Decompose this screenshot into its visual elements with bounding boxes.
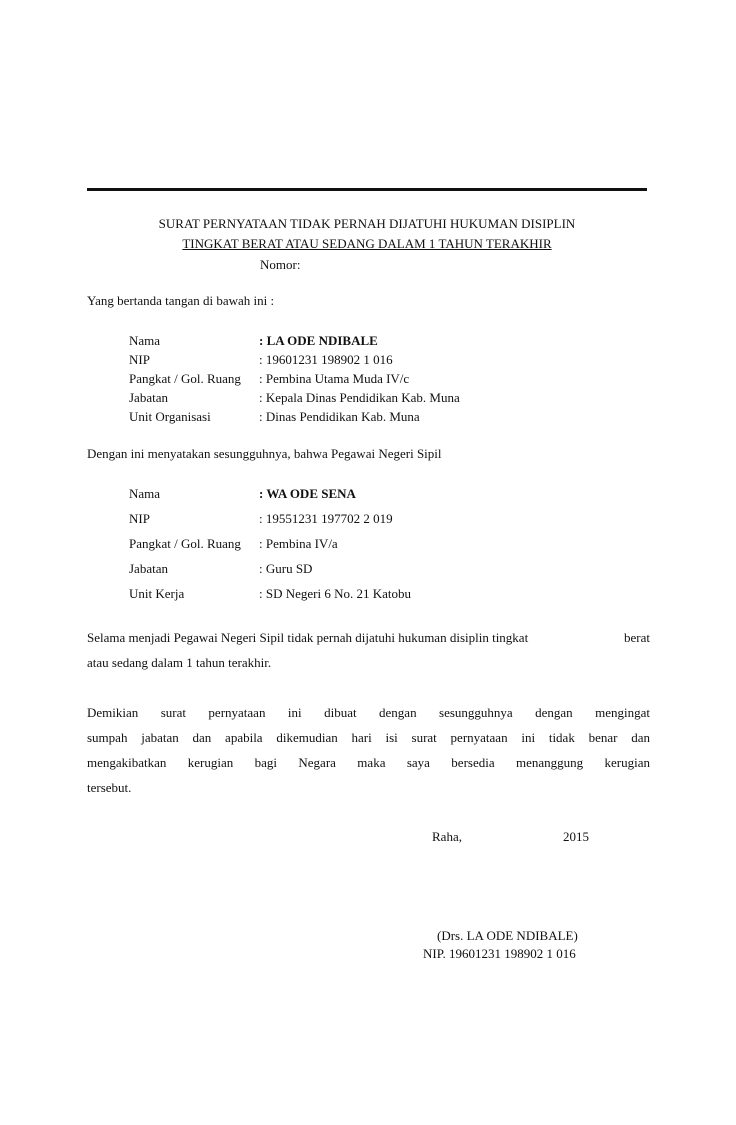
signer-nip-value: : 19601231 198902 1 016	[259, 352, 393, 367]
signature-place: Raha,	[432, 829, 462, 844]
signer-name-label: Nama	[129, 333, 161, 348]
signature-nip: NIP. 19601231 198902 1 016	[423, 946, 576, 961]
signer-nip-label: NIP	[129, 352, 150, 367]
employee-name-label: Nama	[129, 486, 161, 501]
signature-name: (Drs. LA ODE NDIBALE)	[437, 928, 578, 943]
signature-year: 2015	[563, 829, 589, 844]
document-title-line2	[87, 236, 647, 252]
paragraph2-line3: mengakibatkan kerugian bagi Negara maka saya bersedia menanggung kerugian	[87, 755, 650, 770]
paragraph1-line1: Selama menjadi Pegawai Negeri Sipil tidak pernah dijatuhi hukuman disiplin tingkat	[87, 630, 529, 645]
signer-position-value: : Kepala Dinas Pendidikan Kab. Muna	[259, 390, 460, 405]
signer-position-label: Jabatan	[129, 390, 168, 405]
paragraph2-line2: sumpah jabatan dan apabila dikemudian hari isi surat pernyataan ini tidak benar dan	[87, 730, 650, 745]
signer-rank-label: Pangkat / Gol. Ruang	[129, 371, 241, 386]
employee-rank-value: : Pembina IV/a	[259, 536, 338, 551]
document-number: Nomor:	[260, 257, 301, 272]
paragraph2-line1: Demikian surat pernyataan ini dibuat dengan sesungguhnya dengan mengingat	[87, 705, 650, 720]
signer-unit-label: Unit Organisasi	[129, 409, 211, 424]
paragraph2-line4: tersebut.	[87, 780, 132, 795]
employee-position-label: Jabatan	[129, 561, 168, 576]
signer-name-value: : LA ODE NDIBALE	[259, 333, 378, 348]
document-title-line2-text: TINGKAT BERAT ATAU SEDANG DALAM 1 TAHUN TERAKHIR	[182, 236, 552, 251]
employee-unit-value: : SD Negeri 6 No. 21 Katobu	[259, 586, 412, 601]
header-rule	[87, 188, 647, 191]
document-title-line1: SURAT PERNYATAAN TIDAK PERNAH DIJATUHI HUKUMAN DISIPLIN	[158, 216, 576, 231]
signer-rank-value: : Pembina Utama Muda IV/c	[259, 371, 410, 386]
employee-nip-value: : 19551231 197702 2 019	[259, 511, 393, 526]
paragraph1-line2: atau sedang dalam 1 tahun terakhir.	[87, 655, 272, 670]
employee-unit-label: Unit Kerja	[129, 586, 185, 601]
signer-unit-value: : Dinas Pendidikan Kab. Muna	[259, 409, 420, 424]
paragraph1-line1-end: berat	[624, 630, 650, 645]
employee-position-value: : Guru SD	[259, 561, 313, 576]
employee-rank-label: Pangkat / Gol. Ruang	[129, 536, 241, 551]
intro-text: Yang bertanda tangan di bawah ini :	[87, 293, 275, 308]
employee-name-value: : WA ODE SENA	[259, 486, 356, 501]
statement-intro: Dengan ini menyatakan sesungguhnya, bahwa Pegawai Negeri Sipil	[87, 446, 442, 461]
employee-nip-label: NIP	[129, 511, 150, 526]
